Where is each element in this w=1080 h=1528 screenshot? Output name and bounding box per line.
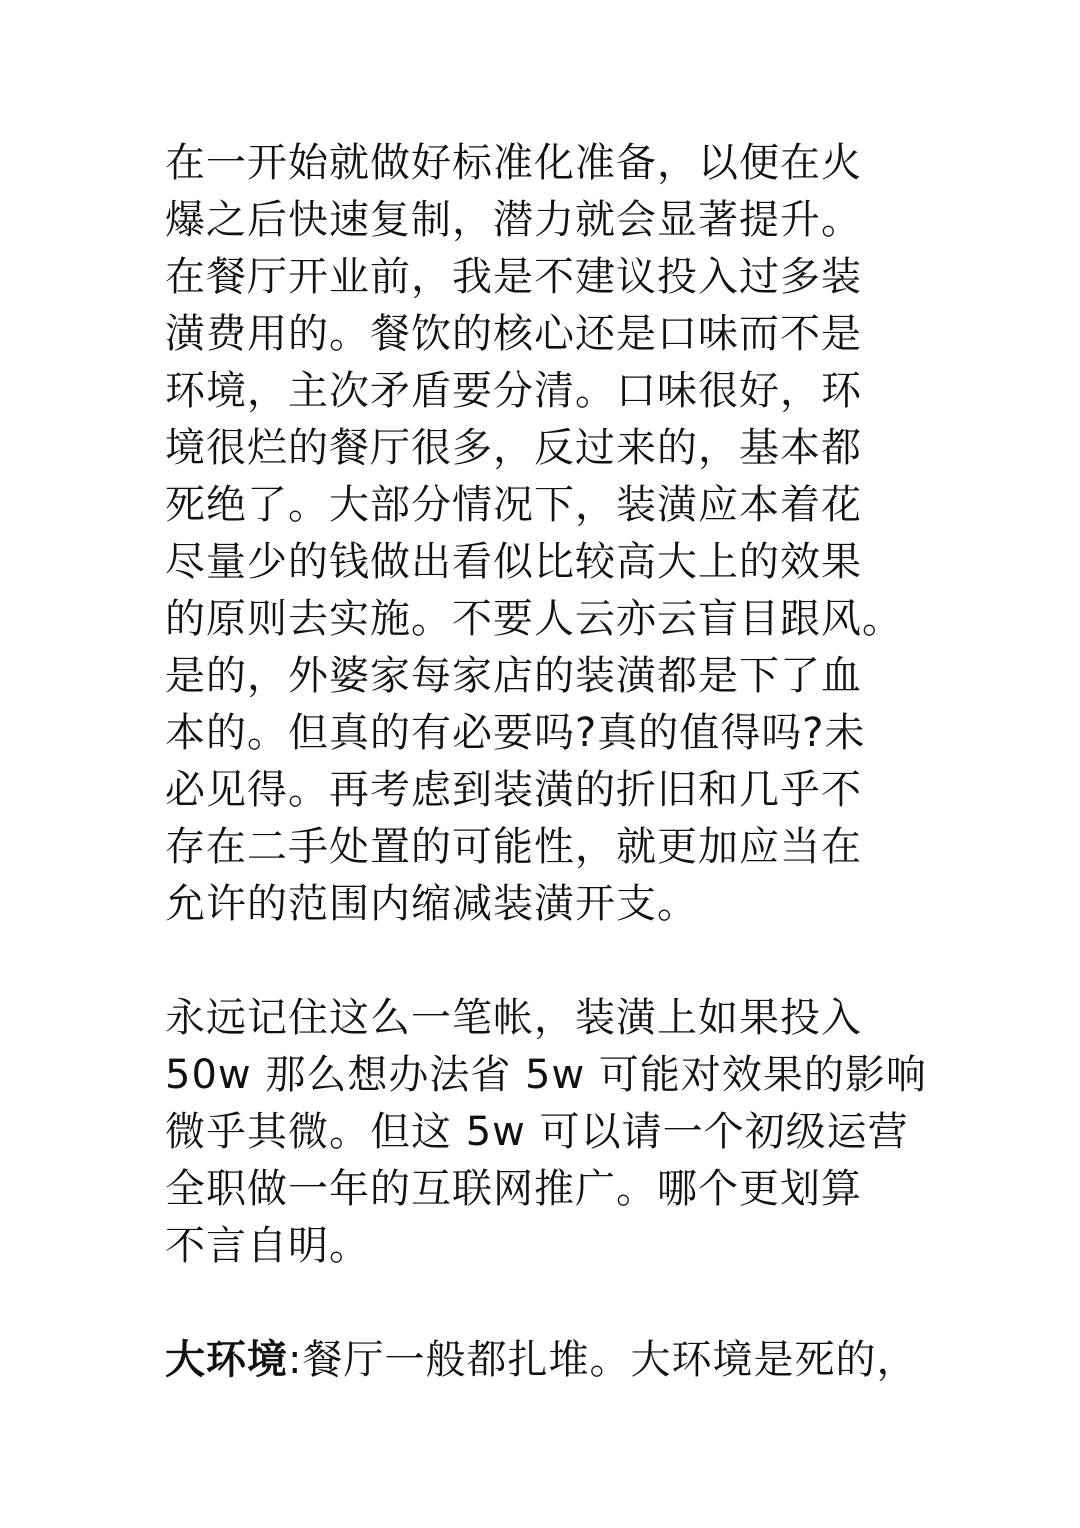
text-line: 永远记住这么一笔帐，装潢上如果投入: [165, 995, 862, 1041]
paragraph-budget: [165, 990, 955, 1275]
heading-separator: :: [288, 1337, 303, 1383]
text-line: 尽量少的钱做出看似比较高大上的效果: [165, 539, 862, 585]
text-line: 允许的范围内缩减装潢开支。: [165, 881, 698, 927]
section-text: 餐厅一般都扎堆。大环境是死的，: [302, 1337, 918, 1383]
text-line: 不言自明。: [165, 1223, 370, 1269]
text-line: 50w 那么想办法省 5w 可能对效果的影响: [165, 1052, 927, 1098]
text-line: 境很烂的餐厅很多，反过来的，基本都: [165, 425, 862, 471]
text-line: 爆之后快速复制，潜力就会显著提升。: [165, 197, 862, 243]
text-line: [165, 1332, 955, 1389]
text-line: 的原则去实施。不要人云亦云盲目跟风。: [165, 596, 903, 642]
text-line: 环境，主次矛盾要分清。口味很好，环: [165, 368, 862, 414]
text-line: 必见得。再考虑到装潢的折旧和几乎不: [165, 767, 862, 813]
paragraph-spacer: [165, 1275, 955, 1332]
text-line: 潢费用的。餐饮的核心还是口味而不是: [165, 311, 862, 357]
section-heading: 大环境: [165, 1337, 288, 1383]
paragraph-environment: [165, 1332, 955, 1389]
text-line: 本的。但真的有必要吗?真的值得吗?未: [165, 710, 866, 756]
paragraph-spacer: [165, 933, 955, 990]
text-line: 死绝了。大部分情况下，装潢应本着花: [165, 482, 862, 528]
text-line: 是的，外婆家每家店的装潢都是下了血: [165, 653, 862, 699]
text-line: 存在二手处置的可能性，就更加应当在: [165, 824, 862, 870]
text-line: 在餐厅开业前，我是不建议投入过多装: [165, 254, 862, 300]
paragraph-standardization: [165, 135, 955, 933]
text-line: 微乎其微。但这 5w 可以请一个初级运营: [165, 1109, 909, 1155]
text-line: 全职做一年的互联网推广。哪个更划算: [165, 1166, 862, 1212]
text-line: 在一开始就做好标准化准备，以便在火: [165, 140, 862, 186]
article-body: [165, 135, 955, 1389]
